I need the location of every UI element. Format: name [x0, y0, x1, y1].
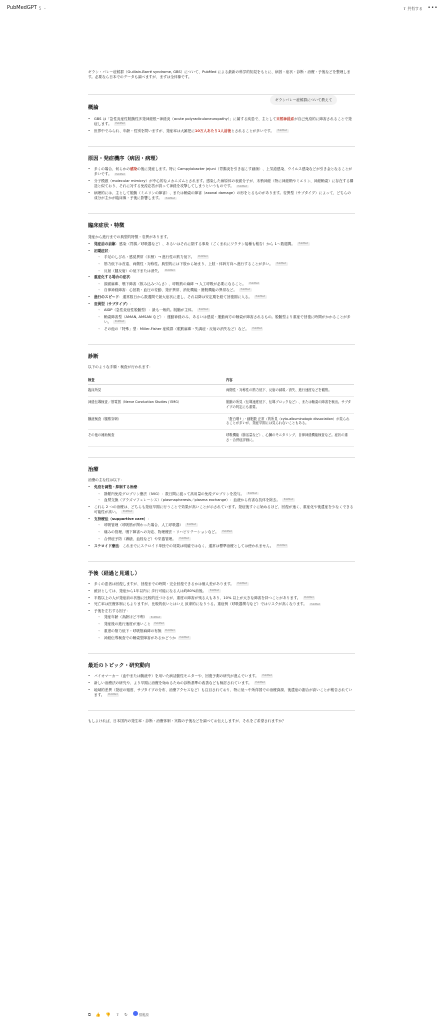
- list-item: • 統計としては、発症から1年以内に 歩行可能になる人は約80%前後。 PubMed: [88, 589, 354, 594]
- sources-button[interactable]: 情報源: [133, 1011, 149, 1018]
- sub-list-item: ◦ 自律神経障害：心拍数・血圧の変動、発汗異常、消化機能・膀胱機能の異常など。 PubMed: [98, 288, 354, 293]
- section-title: 最近のトピック・研究動向: [88, 662, 151, 669]
- closing-question: もしよければ、日本国内の発生率・診断・治療体制・実際の予後などを調べてお伝えしますが、それをご希望されますか？: [88, 718, 286, 723]
- citation-badge[interactable]: PubMed: [122, 510, 133, 514]
- list-item: • 病理的には、主として脱髄（ミエリンの障害）、または軸索の障害（axonal damage）の形をとるものがあります。変異型（サブタイプ）によって、どちらの成分が主かが臨床像・予後に影響します。 PubMed: [88, 191, 354, 201]
- list-item: • 支持療法（supportive care）： ◦ 呼吸管理（呼吸筋が関わった場合、人工呼吸器） PubMed ◦ 痛みの管理、嚥下障害への対応、物理療法・リハビリテーションなど。 PubMed ◦ 合併症予防（褥瘡、血栓など）や栄養管理。 PubMed: [88, 517, 354, 542]
- sub-list-item: ◦ 重度の筋力低下・呼吸筋麻痺の有無 PubMed: [98, 629, 354, 634]
- citation-badge[interactable]: PubMed: [222, 530, 232, 534]
- section-diagnosis: [88, 354, 354, 447]
- sub-list-item: ◦ 静脈内免疫グロブリン療法（IVIG）：数日間に渡って高用量の免疫グロブリンを投与。 PubMed: [98, 492, 354, 497]
- user-message: ギランバレー症候群について教えて: [270, 95, 337, 105]
- citation-badge[interactable]: PubMed: [276, 261, 287, 265]
- citation-badge[interactable]: PubMed: [154, 622, 164, 626]
- list-item: • 分子模倣（molecular mimicry）が中心的なメカニズムとされます。感染した病原体の表面分子が、末梢神経（特に神経鞘やミエリン、神経軸索）に存在する構造と似ており、それに対する免疫応答が誤って神経を攻撃してしまうというものです。 PubMed: [88, 179, 354, 189]
- section-overview: [88, 105, 354, 134]
- table-header: 内容: [226, 376, 354, 385]
- section-etiology: [88, 156, 354, 202]
- citation-badge[interactable]: PubMed: [150, 615, 161, 619]
- sub-list-item: ◦ 軸索障害型（AMAN, AMSAN など）：運動神経のみ、あるいは感覚・運動両方の軸索が障害されるもの。脱髄型より重症で回復に時間がかかることが多い。 PubMed: [98, 315, 354, 325]
- model-selector[interactable]: [7, 5, 46, 12]
- copy-icon[interactable]: ⧉: [88, 1011, 91, 1017]
- citation-badge[interactable]: PubMed: [310, 602, 320, 606]
- intro-paragraph: ギラン・バレー症候群（Guillain-Barré syndrome, GBS）について、PubMed による最新の科学的知見をもとに、病因・症状・診断・治療・予後などを整理します。必要なら日本でのデータも調べますが、まずは全体像です。: [88, 70, 351, 80]
- citation-badge[interactable]: PubMed: [186, 523, 197, 527]
- sub-list-item: ◦ 顔面麻痺、嚥下障害（飲み込みづらさ）、呼吸筋の麻痺 → 人工呼吸が必要になること。 PubMed: [98, 282, 354, 287]
- section-title: 予後（経過と見通し）: [88, 570, 140, 577]
- citation-badge[interactable]: PubMed: [209, 588, 220, 592]
- diagnosis-table: [88, 376, 354, 447]
- sub-list-item: ◦ 呼吸管理（呼吸筋が関わった場合、人工呼吸器） PubMed: [98, 523, 354, 528]
- more-options-icon[interactable]: •••: [427, 5, 438, 12]
- chat-thread: [0, 70, 445, 724]
- sub-list-item: ◦ 血漿交換（プラズマフェレーシス）（plasmapheresis／plasma exchange）：血液から有害な抗体を除去。 PubMed: [98, 498, 354, 503]
- list-item: • 多くの場合、何らかの感染の後に発症します。特に Campylobacter jejuni（胃腸炎を引き起こす細菌）、上気道感染、ウイルス感染などが引き金となることが多いです。 PubMed: [88, 167, 354, 177]
- citation-badge[interactable]: PubMed: [115, 122, 125, 126]
- citation-badge[interactable]: PubMed: [255, 681, 265, 685]
- table-cell: その他の補助検査: [88, 430, 226, 447]
- sub-list-item: ◦ AIDP（急性炎症性脱髄型）：最も一般的。脱髄が主体。 PubMed: [98, 308, 354, 313]
- citation-badge[interactable]: PubMed: [198, 255, 208, 259]
- message-actions: [88, 1011, 149, 1018]
- citation-badge[interactable]: PubMed: [179, 537, 190, 541]
- citation-badge[interactable]: PubMed: [247, 491, 258, 495]
- section-title: 概論: [88, 105, 99, 112]
- section-lead: 発症から進行までの典型的特徴・変異があります。: [88, 234, 171, 239]
- table-cell: 「蛋白増↑」・細胞数 正常（的所見（cyto-albuminologic dissociation）が見られることが多いが、発症早期には見られないこともある。: [226, 413, 354, 430]
- citation-badge[interactable]: PubMed: [304, 595, 314, 599]
- table-cell: 臨床所見: [88, 385, 226, 397]
- sub-list-item: ◦ 神経伝導検査での軸索型障害があるかどうか PubMed: [98, 636, 354, 641]
- citation-badge[interactable]: PubMed: [277, 543, 287, 547]
- citation-badge[interactable]: PubMed: [298, 242, 309, 246]
- app-version: 5: [38, 6, 42, 12]
- list-item: • バイオマーカー（血中または髄液中）を用いた病活動性モニターや、回復予測の研究が進んでいます。 PubMed: [88, 674, 354, 679]
- section-lead: 治療の主な柱は以下：: [88, 478, 124, 483]
- citation-badge[interactable]: PubMed: [165, 196, 176, 200]
- sub-list-item: ◦ 手足のしびれ・感覚異常（末梢）→ 進行性の筋力低下。 PubMed: [98, 255, 354, 260]
- list-item: • 新しい治療法の研究や、より早期に治療を始めるための診断基準の改善なども検討されています。 PubMed: [88, 681, 354, 686]
- list-item: • 地域的差異（発症の頻度、サブタイプの分布、治療アクセスなど）も注目されており、特に低〜中所得国での治療資源、後遺症の割合が高いことが報告されています。 PubMed: [88, 688, 354, 698]
- citation-badge[interactable]: PubMed: [237, 582, 248, 586]
- citation-badge[interactable]: PubMed: [255, 295, 266, 299]
- share-icon: ⇧: [403, 6, 407, 12]
- list-item: • 半数以上の人が発症前の状態に比較的近づけるが、重度の障害が残る人もあり、10% 以上が大きな障害を持つことがあります。 PubMed: [88, 596, 354, 601]
- list-item: • ステロイド療法：これまでにステロイド単独での効果は明確ではなく、通常は標準治療としては使われません。 PubMed: [88, 544, 354, 549]
- citation-badge[interactable]: PubMed: [115, 172, 125, 176]
- sub-list-item: ◦ 発症年齢（高齢ほど不利） PubMed: [98, 615, 354, 620]
- sub-list-item: ◦ 痛みの管理、嚥下障害への対応、物理療法・リハビリテーションなど。 PubMed: [98, 530, 354, 535]
- section-treatment: [88, 467, 354, 549]
- citation-badge[interactable]: PubMed: [277, 129, 288, 133]
- sub-list-item: ◦ 反射（腱反射）の低下または消失。 PubMed: [98, 269, 354, 274]
- citation-badge[interactable]: PubMed: [283, 498, 294, 502]
- sources-icon: [133, 1011, 138, 1016]
- top-bar: [0, 0, 445, 18]
- section-topics: [88, 663, 354, 699]
- list-item: • 免疫を調整・抑制する治療： ◦ 静脈内免疫グロブリン療法（IVIG）：数日間に渡って高用量の免疫グロブリンを投与。 PubMed ◦ 血漿交換（プラズマフェレーシス）（plasmapheresis／plasma exchange）：血液から有害な抗体を除去。 PubMed: [88, 485, 354, 503]
- section-title: 治療: [88, 466, 99, 473]
- citation-badge[interactable]: PubMed: [198, 308, 209, 312]
- citation-badge[interactable]: PubMed: [237, 184, 248, 188]
- table-row: [88, 385, 354, 397]
- chevron-down-icon: ⌄: [43, 6, 47, 11]
- table-cell: 神経伝導検査／筋電図（Nerve Conduction Studies / EMG）: [88, 397, 226, 414]
- list-item: • 予後を左右する因子： ◦ 発症年齢（高齢ほど不利） PubMed ◦ 発症後の進行速度が速いこと PubMed ◦ 重度の筋力低下・呼吸筋麻痺の有無 PubMed ◦ 神経伝導検査での軸索型障害があるかどうか PubMed: [88, 609, 354, 641]
- sub-list-item: ◦ 合併症予防（褥瘡、血栓など）や栄養管理。 PubMed: [98, 537, 354, 542]
- share-button[interactable]: ⇧ 共有する: [403, 6, 423, 12]
- list-item: • 多くの患者は回復しますが、回復までの時間・完全回復できるかは個人差があります。 PubMed: [88, 582, 354, 587]
- thumbs-down-icon[interactable]: 👎: [105, 1011, 111, 1017]
- table-cell: 髄液検査（腰椎穿刺）: [88, 413, 226, 430]
- citation-badge[interactable]: PubMed: [240, 288, 251, 292]
- table-cell: 両側性・対称性の筋力低下、反射の減弱／消失、進行速度などを観察。: [226, 385, 354, 397]
- table-row: [88, 430, 354, 447]
- list-item: • 重症化する場合の症状： ◦ 顔面麻痺、嚥下障害（飲み込みづらさ）、呼吸筋の麻痺 → 人工呼吸が必要になること。 PubMed ◦ 自律神経障害：心拍数・血圧の変動、発汗異常、消化機能・膀胱機能の異常など。 PubMed: [88, 275, 354, 293]
- citation-badge[interactable]: PubMed: [262, 674, 272, 678]
- citation-badge[interactable]: PubMed: [114, 320, 125, 324]
- sub-list-item: ◦ 発症後の進行速度が速いこと PubMed: [98, 622, 354, 627]
- table-row: [88, 413, 354, 430]
- table-header: 検査: [88, 376, 226, 385]
- sub-list-item: ◦ その他の「特殊」型：Miller-Fisher 症候群（眼筋麻痺・失調症・反射の消失など）など。 PubMed: [98, 327, 354, 332]
- section-symptoms: [88, 223, 354, 332]
- list-item: • 死亡率は医療体制にもよりますが、比較的低いとはいえ 致命的になりうる。重症例（呼吸器関与など）ではリスクが高くなります。 PubMed: [88, 602, 354, 607]
- table-row: [88, 397, 354, 414]
- list-item: • これら 2 つの治療は、どちらも発症早期に行うことで効果が高いことが示されています。発症後すぐに始めるほど、回復が速く、重症化や後遺症を少なくできる可能性が高い。 PubMed: [88, 505, 354, 515]
- citation-badge[interactable]: PubMed: [252, 327, 262, 331]
- list-item: • 世界中でみられ、年齢・性別を問いますが、発症率は大雑把に10万人あたり1人前後とされることが多いです。 PubMed: [88, 129, 354, 134]
- list-item: • 発症前の前駆：感染（胃腸／呼吸器など）、あるいはそれに類する事象（ごくまれにワクチン接種も報告）から 1〜数週間。 PubMed: [88, 242, 354, 247]
- regenerate-icon[interactable]: ↻: [124, 1011, 128, 1017]
- citation-badge[interactable]: PubMed: [165, 629, 175, 633]
- citation-badge[interactable]: PubMed: [165, 268, 175, 272]
- section-title: 原因・発症機序（病因・病理）: [88, 155, 161, 162]
- section-title: 臨床症状・特徴: [88, 223, 125, 230]
- citation-badge[interactable]: PubMed: [249, 281, 259, 285]
- list-item: • 変異型（サブタイプ）： ◦ AIDP（急性炎症性脱髄型）：最も一般的。脱髄が主体。 PubMed ◦ 軸索障害型（AMAN, AMSAN など）：運動神経のみ、あるいは感覚・運動両方の軸索が障害されるもの。脱髄型より重症で回復に時間がかかることが多い。 PubMed ◦ その他の「特殊」型：Miller-Fisher 症候群（眼筋麻痺・失調症・反射の消失など）など。 PubMed: [88, 302, 354, 332]
- share-icon[interactable]: ⇪: [115, 1011, 120, 1017]
- thumbs-up-icon[interactable]: 👍: [95, 1011, 101, 1017]
- citation-badge[interactable]: PubMed: [108, 693, 118, 697]
- section-lead: 以下のような手順・検査が行われます：: [88, 365, 153, 370]
- section-prognosis: [88, 571, 354, 642]
- list-item: • GBS は「急性炎症性脱髄性多発神経根−神経炎（acute polyradiculoneuropathy）」に属する疾患で、主として末梢神経系が自己免疫的に障害されることで発症します。 PubMed: [88, 117, 354, 127]
- sub-list-item: ◦ 筋力低下は首遠、両側性・対称性。典型的には下肢から始まり、上肢・体幹方向へ進行することが多い。 PubMed: [98, 262, 354, 267]
- table-cell: 脱髄の所見（伝導速度低下、伝導ブロックなど）、または軸索の障害を検出。サブタイプの判定にも重要。: [226, 397, 354, 414]
- app-title-text: PubMedGPT: [7, 5, 37, 12]
- list-item: • 初期症状： ◦ 手足のしびれ・感覚異常（末梢）→ 進行性の筋力低下。 PubMed ◦ 筋力低下は首遠、両側性・対称性。典型的には下肢から始まり、上肢・体幹方向へ進行することが多い。 PubMed ◦ 反射（腱反射）の低下または消失。 PubMed: [88, 249, 354, 274]
- citation-badge[interactable]: PubMed: [179, 635, 190, 639]
- list-item: • 進行のスピード：通常数日から数週間で最大症状に達し、それ以降は安定期を経て回復期に入る。 PubMed: [88, 295, 354, 300]
- section-title: 診断: [88, 353, 99, 360]
- table-cell: 呼吸機能（肺活量など）、心臓のモニタリング、自律神経機能検査など。症状の重さ・合併症評価に。: [226, 430, 354, 447]
